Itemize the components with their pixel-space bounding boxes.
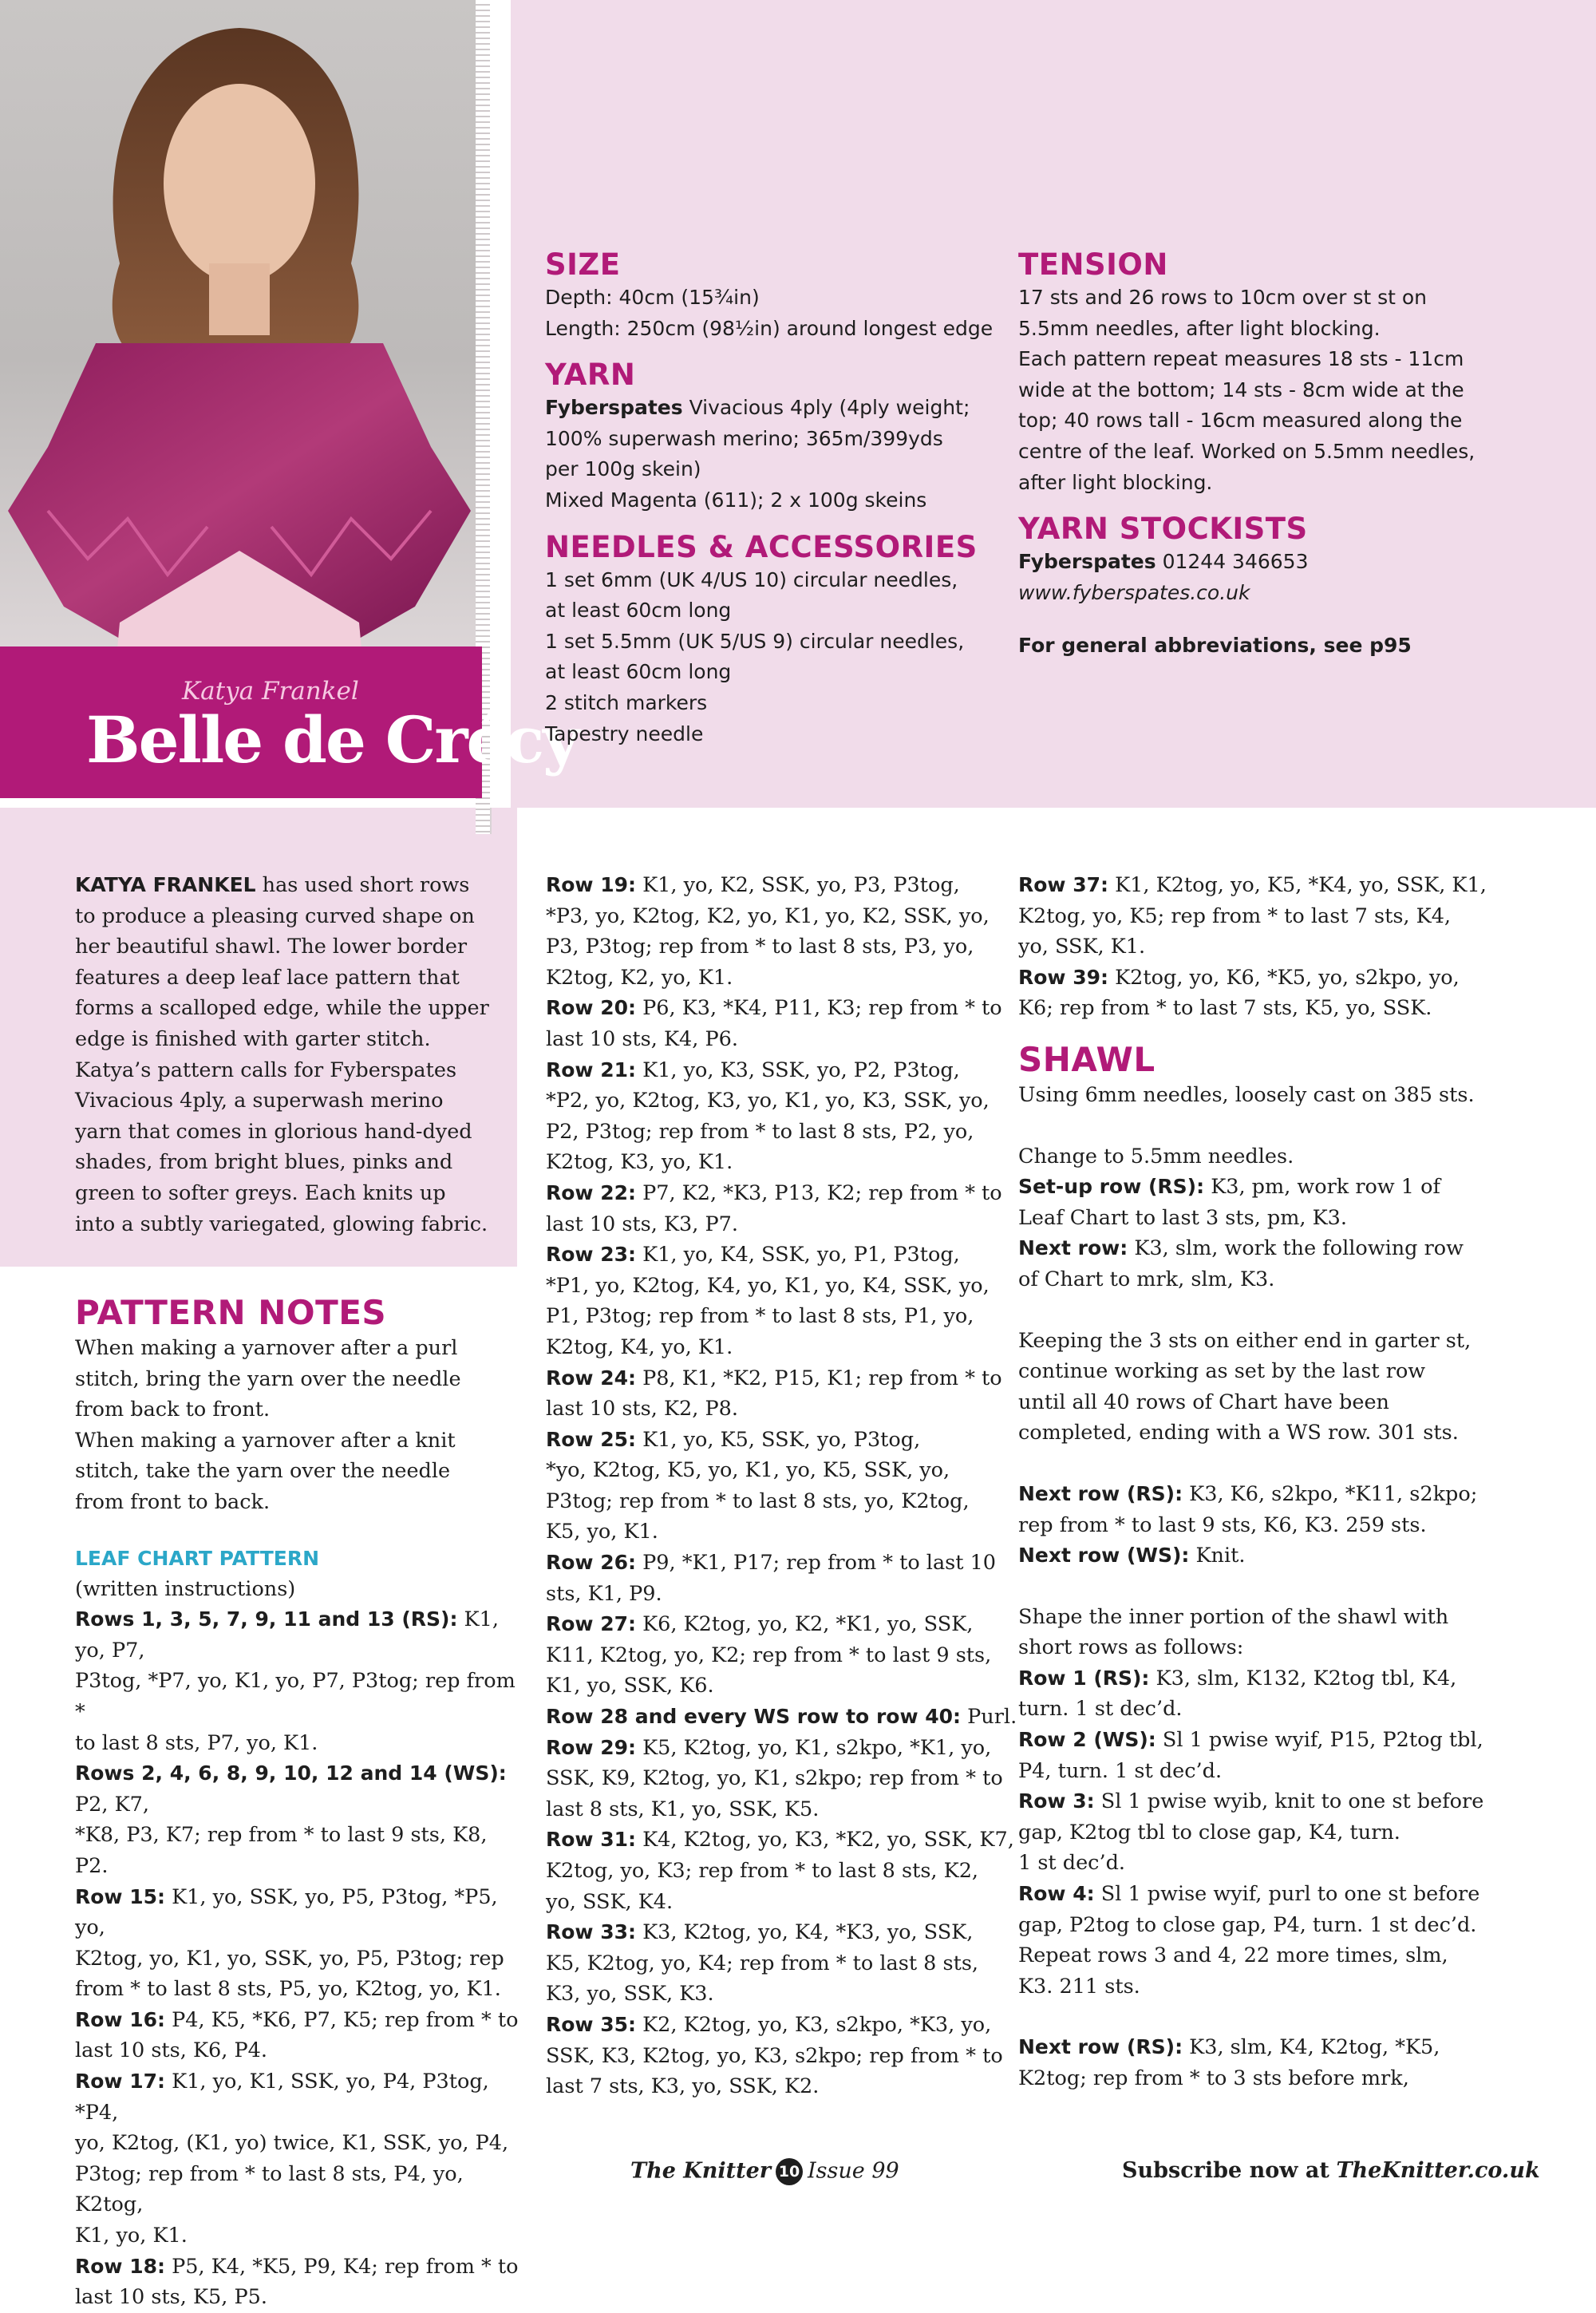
row-label: Row 24: [546,1366,637,1390]
tension-line: 5.5mm needles, after light blocking. [1018,316,1381,340]
instruction-row: Row 4: Sl 1 pwise wyif, purl to one st before [1018,1882,1480,1907]
needles-line: at least 60cm long [545,660,732,684]
instruction-continuation: SSK, K3, K2tog, yo, K3, s2kpo; rep from * to [546,2043,1003,2068]
shawl-line: short rows as follows: [1018,1635,1244,1660]
shawl-change-needles: Change to 5.5mm needles. [1018,1144,1294,1168]
intro-line: edge is finished with garter stitch. [75,1026,431,1051]
instruction-row: Row 27: K6, K2tog, yo, K2, *K1, yo, SSK, [546,1612,974,1637]
instruction-continuation: last 10 sts, K2, P8. [546,1397,738,1421]
row-label: Row 4: [1018,1882,1095,1906]
instruction-row: Rows 1, 3, 5, 7, 9, 11 and 13 (RS): K1, yo, P7, [75,1607,499,1663]
tension-line: Each pattern repeat measures 18 sts - 11cm [1018,347,1464,371]
needles-line: at least 60cm long [545,599,732,623]
instruction-continuation: yo, SSK, K4. [546,1889,674,1914]
instruction-row: Rows 2, 4, 6, 8, 9, 10, 12 and 14 (WS): P2, K7, [75,1761,507,1817]
instruction-row: Row 22: P7, K2, *K3, P13, K2; rep from * to [546,1180,1002,1205]
instruction-row: Row 26: P9, *K1, P17; rep from * to last 10 [546,1551,997,1576]
instruction-continuation: of Chart to mrk, slm, K3. [1018,1267,1275,1291]
needles-line: 1 set 6mm (UK 4/US 10) circular needles, [545,567,958,591]
yarn-brand: Fyberspates [545,396,683,420]
instruction-continuation: *P3, yo, K2tog, K2, yo, K1, yo, K2, SSK, yo, [546,903,990,928]
intro-line: KATYA FRANKEL has used short rows [75,873,470,897]
instruction-continuation: last 8 sts, K1, yo, SSK, K5. [546,1797,820,1821]
row-label: Rows 2, 4, 6, 8, 9, 10, 12 and 14 (WS): [75,1761,507,1785]
row-label: Row 29: [546,1735,637,1759]
row-label: Row 37: [1018,873,1109,896]
notes-line: When making a yarnover after a knit [75,1428,456,1453]
intro-line: forms a scalloped edge, while the upper [75,996,489,1021]
shawl-line: Keeping the 3 sts on either end in garter st, [1018,1328,1472,1353]
instruction-row: Row 37: K1, K2tog, yo, K5, *K4, yo, SSK, K1, [1018,873,1487,897]
yarn-line: Mixed Magenta (611); 2 x 100g skeins [545,488,927,512]
tension-heading: TENSION [1018,247,1168,282]
row-label: Row 19: [546,873,637,896]
instruction-continuation: K2tog, K4, yo, K1. [546,1334,733,1359]
instruction-continuation: from * to last 8 sts, P5, yo, K2tog, yo, K1. [75,1977,501,2002]
instruction-continuation: P3tog; rep from * to last 8 sts, yo, K2tog, [546,1489,970,1513]
row-label: Row 27: [546,1612,637,1636]
row-label: Next row (RS): [1018,2035,1183,2059]
size-line: Depth: 40cm (15¾in) [545,286,760,309]
column-right-body [1018,870,1561,2094]
instruction-continuation: *yo, K2tog, K5, yo, K1, yo, K5, SSK, yo, [546,1458,950,1483]
instruction-continuation: K2tog, yo, K1, yo, SSK, yo, P5, P3tog; rep [75,1946,504,1971]
intro-line: into a subtly variegated, glowing fabric. [75,1212,488,1236]
leaf-chart-heading: LEAF CHART PATTERN [75,1546,320,1570]
instruction-row: Next row (RS): K3, K6, s2kpo, *K11, s2kpo; [1018,1481,1478,1506]
row-label: Row 3: [1018,1789,1095,1813]
designer-name: Katya Frankel [182,677,359,706]
shawl-instructions-d [1018,2032,1561,2094]
instruction-continuation: K11, K2tog, yo, K2; rep from * to last 9 sts, [546,1643,992,1667]
instruction-continuation: K5, K2tog, yo, K4; rep from * to last 8 sts, [546,1951,979,1975]
instruction-continuation: gap, P2tog to close gap, P4, turn. 1 st dec’d. [1018,1912,1477,1937]
notes-line: stitch, take the yarn over the needle [75,1459,451,1484]
intro-designer: KATYA FRANKEL [75,873,256,896]
shawl-instructions-b [1018,1479,1561,1572]
instruction-continuation: K5, yo, K1. [546,1520,658,1544]
column-left-body [75,1293,522,2313]
instruction-continuation: last 7 sts, K3, yo, SSK, K2. [546,2074,820,2099]
row-label: Row 26: [546,1551,637,1575]
row-label: Rows 1, 3, 5, 7, 9, 11 and 13 (RS): [75,1607,458,1631]
instruction-row: Row 21: K1, yo, K3, SSK, yo, P2, P3tog, [546,1058,960,1082]
instruction-continuation: 1 st dec’d. [1018,1851,1125,1876]
row-label: Row 33: [546,1920,637,1944]
instruction-continuation: yo, K2tog, (K1, yo) twice, K1, SSK, yo, P4, [75,2131,509,2156]
intro-line: to produce a pleasing curved shape on [75,903,475,928]
instruction-row: Row 28 and every WS row to row 40: Purl. [546,1705,1017,1730]
leaf-chart-rows-part2 [546,870,1025,2102]
shawl-line: completed, ending with a WS row. 301 sts. [1018,1421,1459,1445]
size-line: Length: 250cm (98½in) around longest edge [545,316,994,340]
instruction-row: Row 39: K2tog, yo, K6, *K5, yo, s2kpo, yo, [1018,965,1460,990]
row-label: Row 28 and every WS row to row 40: [546,1705,962,1729]
instruction-row: Row 3: Sl 1 pwise wyib, knit to one st before [1018,1789,1484,1814]
instruction-continuation: P4, turn. 1 st dec’d. [1018,1758,1223,1783]
instruction-continuation: P3tog; rep from * to last 8 sts, P4, yo, K2tog, [75,2161,464,2217]
notes-line: from back to front. [75,1398,271,1422]
instruction-row: Row 23: K1, yo, K4, SSK, yo, P1, P3tog, [546,1243,960,1267]
size-heading: SIZE [545,247,621,282]
tension-line: top; 40 rows tall - 16cm measured along the [1018,409,1463,433]
footer-subscribe[interactable]: Subscribe now at TheKnitter.co.uk [1122,2158,1540,2183]
row-label: Row 1 (RS): [1018,1666,1150,1690]
instruction-continuation: K6; rep from * to last 7 sts, K5, yo, SSK. [1018,996,1432,1021]
instruction-continuation: K3, yo, SSK, K3. [546,1982,714,2007]
row-label: Row 39: [1018,965,1109,989]
instruction-continuation: P3, P3tog; rep from * to last 8 sts, P3, yo, [546,935,974,959]
footer-magazine: The Knitter 10 Issue 99 [630,2158,899,2185]
intro-line: yarn that comes in glorious hand-dyed [75,1119,472,1144]
instruction-continuation: gap, K2tog tbl to close gap, K4, turn. [1018,1820,1400,1844]
leaf-chart-rows-part1 [75,1604,522,2313]
needles-heading: NEEDLES & ACCESSORIES [545,529,978,564]
instruction-row: Row 15: K1, yo, SSK, yo, P5, P3tog, *P5, yo, [75,1884,498,1940]
yarn-line: Fyberspates Vivacious 4ply (4ply weight; [545,396,970,420]
instruction-continuation: *P1, yo, K2tog, K4, yo, K1, yo, K4, SSK, yo, [546,1273,990,1298]
shawl-line: continue working as set by the last row [1018,1359,1426,1384]
instruction-continuation: P2, P3tog; rep from * to last 8 sts, P2, yo, [546,1119,974,1144]
instruction-row: Next row: K3, slm, work the following row [1018,1236,1464,1261]
instruction-row: Next row (RS): K3, slm, K4, K2tog, *K5, [1018,2035,1440,2060]
intro-line: Vivacious 4ply, a superwash merino [75,1089,444,1113]
tension-line: centre of the leaf. Worked on 5.5mm needles, [1018,439,1476,463]
instruction-continuation: K1, yo, SSK, K6. [546,1674,714,1698]
yarn-heading: YARN [545,358,636,393]
row-label: Row 21: [546,1058,637,1081]
instruction-continuation: yo, SSK, K1. [1018,935,1146,959]
leaf-chart-subheading: (written instructions) [75,1576,296,1601]
instruction-row: Row 25: K1, yo, K5, SSK, yo, P3tog, [546,1427,921,1452]
needles-line: Tapestry needle [545,722,704,745]
abbreviations-note: For general abbreviations, see p95 [1018,634,1412,658]
row-label: Row 23: [546,1243,637,1267]
instruction-continuation: rep from * to last 9 sts, K6, K3. 259 sts. [1018,1512,1427,1537]
instruction-continuation: to last 8 sts, P7, yo, K1. [75,1730,318,1755]
intro-line: green to softer greys. Each knits up [75,1180,446,1205]
instruction-continuation: K2tog, yo, K5; rep from * to last 7 sts, K4, [1018,903,1452,928]
instruction-continuation: last 10 sts, K5, P5. [75,2285,267,2310]
row-label: Row 2 (WS): [1018,1728,1156,1752]
row-label: Row 16: [75,2007,166,2031]
pattern-title: Belle de Crécy [86,702,579,777]
yarn-line: 100% superwash merino; 365m/399yds [545,426,943,450]
binding-gutter [490,0,511,808]
pattern-notes-heading: PATTERN NOTES [75,1293,387,1332]
row-label: Row 35: [546,2012,637,2036]
instruction-continuation: sts, K1, P9. [546,1581,662,1606]
instruction-row: Next row (WS): Knit. [1018,1544,1246,1568]
shawl-short-rows [1018,1663,1561,2003]
notes-line: stitch, bring the yarn over the needle [75,1366,461,1391]
instruction-continuation: K2tog, K2, yo, K1. [546,965,733,990]
intro-line: shades, from bright blues, pinks and [75,1150,453,1175]
instruction-row: Row 35: K2, K2tog, yo, K3, s2kpo, *K3, yo, [546,2012,992,2037]
tension-line: after light blocking. [1018,470,1213,494]
shawl-heading: SHAWL [1018,1039,1156,1079]
row-label: Row 20: [546,996,637,1020]
needles-line: 2 stitch markers [545,690,708,714]
row-label: Row 17: [75,2070,166,2094]
notes-line: When making a yarnover after a purl [75,1336,458,1360]
row-label: Next row (WS): [1018,1544,1190,1568]
row-label: Next row (RS): [1018,1481,1183,1505]
yarn-line: per 100g skein) [545,457,701,481]
needles-line: 1 set 5.5mm (UK 5/US 9) circular needles, [545,629,965,653]
spec-column-right [1018,247,1577,662]
row-label: Row 25: [546,1427,637,1451]
row-label: Row 22: [546,1180,637,1204]
intro-line: features a deep leaf lace pattern that [75,965,460,990]
row-label: Row 31: [546,1828,637,1852]
stockist-brand: Fyberspates [1018,550,1156,574]
instruction-row: Row 18: P5, K4, *K5, P9, K4; rep from * to [75,2254,519,2279]
stockist-website[interactable]: www.fyberspates.co.uk [1018,580,1250,604]
instruction-continuation: last 10 sts, K6, P4. [75,2038,267,2063]
instruction-continuation: P3tog, *P7, yo, K1, yo, P7, P3tog; rep from * [75,1669,516,1724]
stockist-line: Fyberspates 01244 346653 [1018,550,1309,574]
instruction-row: Row 31: K4, K2tog, yo, K3, *K2, yo, SSK, K7, [546,1828,1014,1852]
instruction-continuation: K2tog, yo, K3; rep from * to last 8 sts, K2, [546,1859,979,1883]
tension-line: wide at the bottom; 14 sts - 8cm wide at the [1018,378,1464,401]
instruction-row: Row 17: K1, yo, K1, SSK, yo, P4, P3tog, *P4, [75,2070,489,2125]
instruction-continuation: K2tog; rep from * to 3 sts before mrk, [1018,2066,1409,2090]
notes-line: from front to back. [75,1489,271,1514]
instruction-row: Row 16: P4, K5, *K6, P7, K5; rep from * to [75,2007,519,2032]
instruction-continuation: P1, P3tog; rep from * to last 8 sts, P1, yo, [546,1304,974,1329]
row-label: Row 18: [75,2254,166,2278]
shawl-line: Shape the inner portion of the shawl with [1018,1604,1449,1629]
instruction-continuation: K1, yo, K1. [75,2224,188,2248]
instruction-continuation: K3. 211 sts. [1018,1974,1140,1999]
row-label: Row 15: [75,1884,166,1908]
page-number: 10 [776,2158,803,2185]
instruction-continuation: SSK, K9, K2tog, yo, K1, s2kpo; rep from * to [546,1766,1003,1791]
intro-line: her beautiful shawl. The lower border [75,935,468,959]
spec-column-left [545,247,1024,749]
instruction-continuation: last 10 sts, K3, P7. [546,1212,738,1236]
instruction-row: Row 2 (WS): Sl 1 pwise wyif, P15, P2tog tbl, [1018,1728,1483,1753]
column-middle-body [546,870,1025,2102]
instruction-continuation: Leaf Chart to last 3 sts, pm, K3. [1018,1205,1348,1230]
shawl-instructions-a [1018,1172,1561,1295]
shawl-line: until all 40 rows of Chart have been [1018,1390,1389,1414]
instruction-continuation: *P2, yo, K2tog, K3, yo, K1, yo, K3, SSK, yo, [546,1089,990,1113]
instruction-row: Row 29: K5, K2tog, yo, K1, s2kpo, *K1, yo, [546,1735,992,1760]
instruction-continuation: Repeat rows 3 and 4, 22 more times, slm, [1018,1943,1448,1968]
instruction-row: Row 1 (RS): K3, slm, K132, K2tog tbl, K4, [1018,1666,1457,1690]
row-label: Set-up row (RS): [1018,1175,1205,1199]
intro-paragraph [75,870,506,1240]
instruction-row: Row 33: K3, K2tog, yo, K4, *K3, yo, SSK, [546,1920,974,1945]
shawl-cast-on: Using 6mm needles, loosely cast on 385 sts. [1018,1082,1475,1107]
row-label: Next row: [1018,1236,1128,1260]
instruction-row: Set-up row (RS): K3, pm, work row 1 of [1018,1175,1440,1200]
instruction-continuation: turn. 1 st dec’d. [1018,1697,1183,1722]
instruction-continuation: K2tog, K3, yo, K1. [546,1150,733,1175]
instruction-continuation: *K8, P3, K7; rep from * to last 9 sts, K8, P2. [75,1823,488,1878]
intro-line: Katya’s pattern calls for Fyberspates [75,1058,457,1082]
tension-line: 17 sts and 26 rows to 10cm over st st on [1018,286,1428,309]
instruction-row: Row 20: P6, K3, *K4, P11, K3; rep from * to [546,996,1002,1021]
stockists-heading: YARN STOCKISTS [1018,512,1308,547]
leaf-chart-rows-part3 [1018,870,1561,1024]
instruction-row: Row 19: K1, yo, K2, SSK, yo, P3, P3tog, [546,873,960,897]
instruction-row: Row 24: P8, K1, *K2, P15, K1; rep from * to [546,1366,1002,1390]
instruction-continuation: last 10 sts, K4, P6. [546,1026,738,1051]
